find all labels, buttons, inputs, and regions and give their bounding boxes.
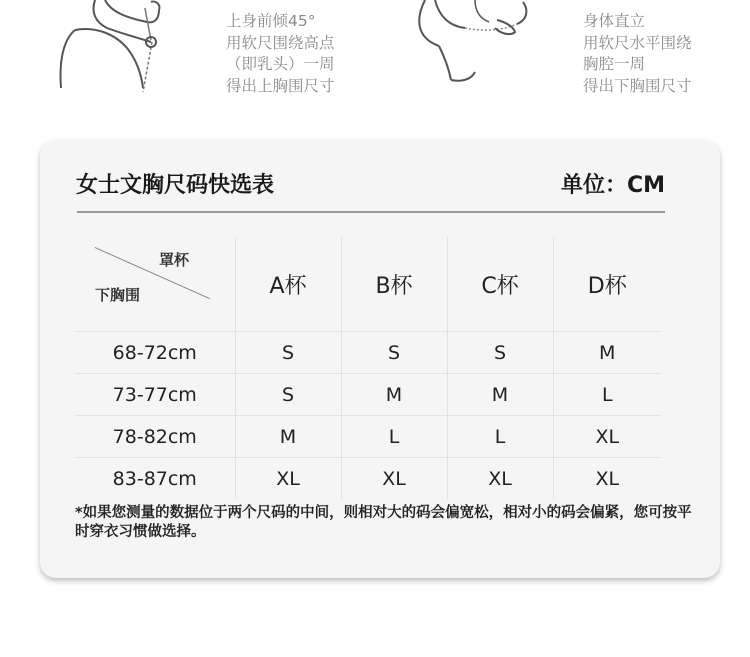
size-cell: XL [553,416,661,458]
band-cell: 68-72cm [75,332,235,374]
chart-title: 女士文胸尺码快选表 [76,173,275,198]
column-header: A杯 [235,237,341,332]
size-cell: L [341,416,447,458]
instruction-line: 上身前倾45° [226,12,316,30]
size-cell: M [447,374,553,416]
table-header-row [75,237,661,332]
size-cell: S [235,374,341,416]
band-cell: 83-87cm [75,458,235,500]
size-cell: M [553,332,661,374]
instruction-line: （即乳头）一周 [226,55,335,73]
size-cell: S [447,332,553,374]
band-cell: 73-77cm [75,374,235,416]
corner-header [75,237,235,332]
instruction-line: 得出上胸围尺寸 [226,76,335,95]
unit-label: 单位：CM [560,173,665,198]
column-header: D杯 [553,237,661,332]
lean-forward-illustration [55,0,175,95]
table-row [75,458,661,500]
size-cell: M [341,374,447,416]
measure-lower-instructions [583,11,692,97]
instruction-line: 用软尺水平围绕 [583,33,692,52]
size-cell: M [235,416,341,458]
standing-measure-illustration [405,0,545,85]
size-cell: XL [553,458,661,500]
instruction-line: 胸腔一周 [583,55,646,73]
instruction-line: 身体直立 [583,12,646,30]
underbust-label: 下胸围 [95,286,141,304]
column-header: C杯 [447,237,553,332]
size-cell: S [235,332,341,374]
table-row [75,332,661,374]
column-header: B杯 [341,237,447,332]
band-cell: 78-82cm [75,416,235,458]
size-cell: L [553,374,661,416]
size-cell: L [447,416,553,458]
size-cell: XL [447,458,553,500]
instruction-line: 得出下胸围尺寸 [583,76,692,95]
size-chart-card [40,140,720,578]
instruction-line: 用软尺围绕高点 [226,33,335,52]
measure-upper-instructions [226,11,335,97]
table-row [75,374,661,416]
size-cell: XL [341,458,447,500]
size-table [75,237,661,499]
table-row [75,416,661,458]
size-cell: S [341,332,447,374]
fit-note: *如果您测量的数据位于两个尺码的中间，则相对大的码会偏宽松，相对小的码会偏紧，您可按平时穿衣习惯做选择。 [75,505,692,540]
cup-label: 罩杯 [159,251,190,269]
size-cell: XL [235,458,341,500]
title-divider [77,211,665,213]
